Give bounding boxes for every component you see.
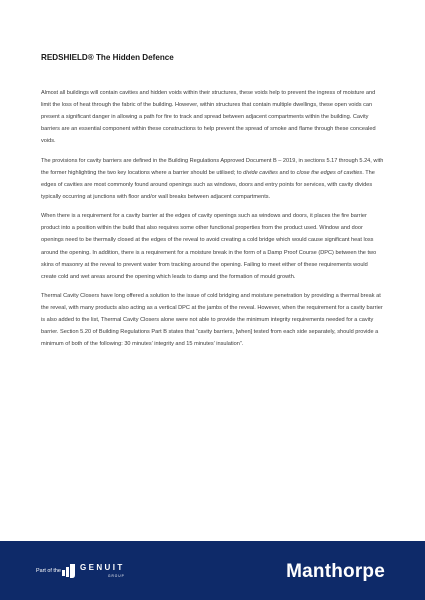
paragraph-text: and to	[277, 169, 297, 176]
paragraph-text: The provisions for cavity barriers are defined in the Building Regulations Approved Document B – 2019, in sections 5.17 through 5.24, with the former highlighting the two key locations where a barrier should be utilised; to	[41, 157, 384, 176]
document-title: REDSHIELD® The Hidden Defence	[41, 53, 174, 62]
part-of-label: Part of the	[36, 568, 61, 574]
paragraph	[41, 155, 384, 203]
paragraph	[41, 290, 384, 350]
paragraph-text: Thermal Cavity Closers have long offered a solution to the issue of cold bridging and moisture penetration by providing a thermal break at the reveal, with many products also acting as a vertical DPC at the jambs of the reveal. However, when the requirement for a cavity barrier is also added to the list, Thermal Cavity Closers alone were not able to provide the minimum integrity requirements needed for a cavity barrier. Section 5.20 of Building Regulations Part B states that “cavity barriers, [when] tested from each side separately, should provide a minimum of both of the following: 30 minutes’ integrity and 15 minutes’ insulation”.	[41, 292, 383, 348]
document-body	[41, 87, 384, 358]
paragraph-emphasis: close the edges of cavities	[296, 169, 363, 176]
genuit-logo-sub: GROUP	[108, 574, 125, 578]
genuit-logo-word: GENUIT	[80, 563, 125, 572]
paragraph	[41, 87, 384, 147]
paragraph-text: Almost all buildings will contain cavities and hidden voids within their structures, these voids help to prevent the ingress of moisture and limit the loss of heat through the fabric of the building. However, within structures that contain multiple dwellings, these open voids can present a significant danger in allowing a path for fire to track and spread between adjacent compartments within the building. Cavity barriers are an essential component within these constructions to help prevent the spread of smoke and flame through these concealed voids.	[41, 90, 376, 145]
paragraph-text: . The edges of cavities are most commonly found around openings such as windows, doors and entry points for services, with cavity divides typically occurring at junctions with floor and/or wall breaks between adjacent compartments.	[41, 169, 375, 200]
genuit-logo-icon	[62, 563, 76, 579]
brand-logo: Manthorpe	[286, 561, 385, 582]
paragraph	[41, 210, 384, 283]
paragraph-emphasis: divide cavities	[243, 169, 278, 176]
footer-banner	[0, 541, 425, 600]
paragraph-text: When there is a requirement for a cavity barrier at the edges of cavity openings such as windows and doors, it places the fire barrier product into a position within the build that also requires some other functional properties from the product used. Window and door openings need to be thermally closed at the edges of the reveal to avoid creating a cold bridge which would cause significant heat loss around the opening. In addition, there is a requirement for a moisture break in the form of a Damp Proof Course (DPC) between the two skins of masonry at the reveal to prevent water from tracking around the opening. Failing to meet either of these requirements would create cold and wet areas around the opening which leads to damp and the formation of mould growth.	[41, 213, 377, 280]
